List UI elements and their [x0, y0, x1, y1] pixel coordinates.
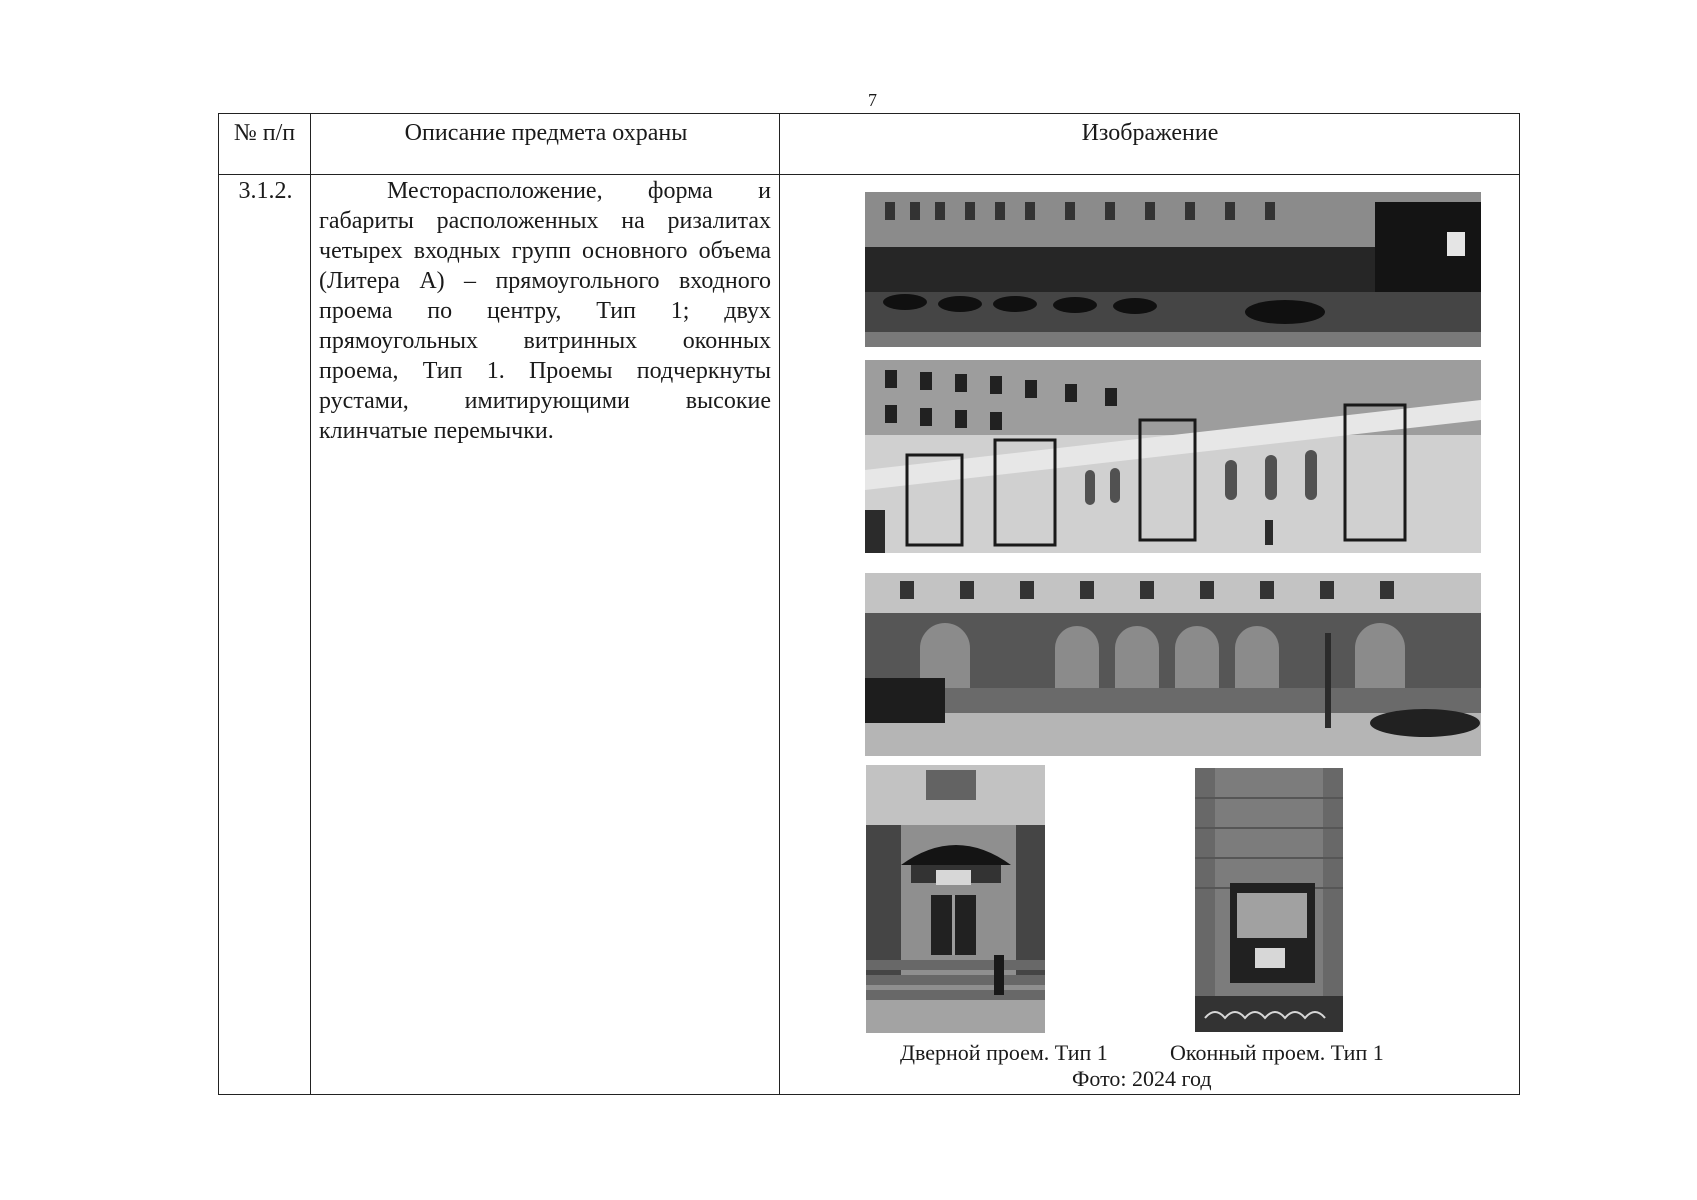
header-number: № п/п: [233, 120, 296, 146]
column-divider: [310, 114, 311, 1094]
column-divider: [779, 114, 780, 1094]
caption-door-opening: Дверной проем. Тип 1: [900, 1040, 1108, 1065]
photo-street-view-1: [865, 192, 1481, 347]
page-number: 7: [868, 90, 877, 110]
header-divider: [219, 174, 1519, 175]
photo-door-opening: [866, 765, 1045, 1033]
photo-window-opening: [1195, 768, 1343, 1032]
header-description: Описание предмета охраны: [404, 120, 688, 146]
photo-facade-outlined: [865, 360, 1481, 553]
row-description: Месторасположение, форма и габариты расположенных на ризалитах четырех входных групп основного объема (Литера А) – прямоугольного входного проема по центру, Тип 1; двух прямоугольных витринных оконных проема, Тип 1. Проемы подчеркнуты рустами, имитирующими высокие клинчатые перемычки.: [319, 178, 771, 444]
header-image: Изображение: [1081, 120, 1219, 146]
caption-photo-date: Фото: 2024 год: [1072, 1066, 1212, 1091]
row-number: 3.1.2.: [238, 178, 293, 204]
caption-window-opening: Оконный проем. Тип 1: [1170, 1040, 1384, 1065]
photo-street-view-2: [865, 573, 1481, 756]
